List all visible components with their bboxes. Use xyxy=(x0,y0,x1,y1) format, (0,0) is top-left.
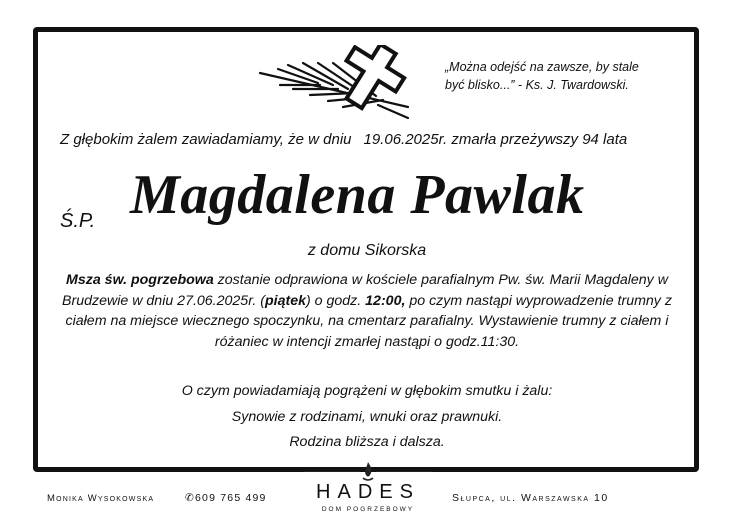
funeral-details xyxy=(55,270,679,352)
maiden-name: z domu Sikorska xyxy=(307,242,427,259)
quote xyxy=(445,58,675,94)
mourners-intro: O czym powiadamiają pogrążeni w głębokim smutku i żalu: xyxy=(181,383,553,399)
mass-label: Msza św. pogrzebowa xyxy=(66,272,214,288)
hades-logo xyxy=(302,456,434,518)
mass-text-2: ) o godz. xyxy=(306,292,366,309)
quote-line-2: być blisko...” - Ks. J. Twardowski. xyxy=(445,78,629,92)
intro-line xyxy=(60,131,700,148)
quote-line-1: „Można odejść na zawsze, by stale xyxy=(445,60,639,74)
footer-phone: ✆609 765 499 xyxy=(185,492,267,504)
flame-icon xyxy=(360,460,376,482)
mourners-family: Synowie z rodzinami, wnuki oraz prawnuki. xyxy=(231,409,503,425)
sp-prefix: Ś.P. xyxy=(60,210,96,232)
logo-name: HADES xyxy=(316,481,420,503)
mass-text-3: po czym nastąpi wyprowadzenie trumny z ciałem na miejsce wiecznego spoczynku, na cmentarz parafialny. Wystawienie trumny z ciałem i różaniec w intencji zmarłej nastąpi o godz.11:30. xyxy=(65,292,672,350)
cross-with-palm-icon xyxy=(258,45,433,120)
mass-text-1: zostanie odprawiona w kościele parafialnym Pw. św. Marii Magdaleny w Brudzewie w dniu 27.06.2025r. ( xyxy=(62,272,668,309)
footer-person: Monika Wysokowska xyxy=(47,493,155,504)
logo-subtitle: DOM POGRZEBOWY xyxy=(321,506,415,513)
mass-day: piątek xyxy=(265,292,307,309)
intro-text: Z głębokim żalem zawiadamiamy, że w dniu xyxy=(60,131,352,148)
logo-rule-right xyxy=(376,471,432,472)
logo-rule-left xyxy=(304,471,360,472)
footer-address: Słupca, ul. Warszawska 10 xyxy=(452,492,609,504)
mass-time: 12:00, xyxy=(365,292,406,309)
death-date-text: 19.06.2025r. zmarła przeżywszy 94 lata xyxy=(363,131,628,148)
mourners-relatives: Rodzina bliższa i dalsza. xyxy=(289,434,445,450)
deceased-name: Magdalena Pawlak xyxy=(130,164,585,226)
